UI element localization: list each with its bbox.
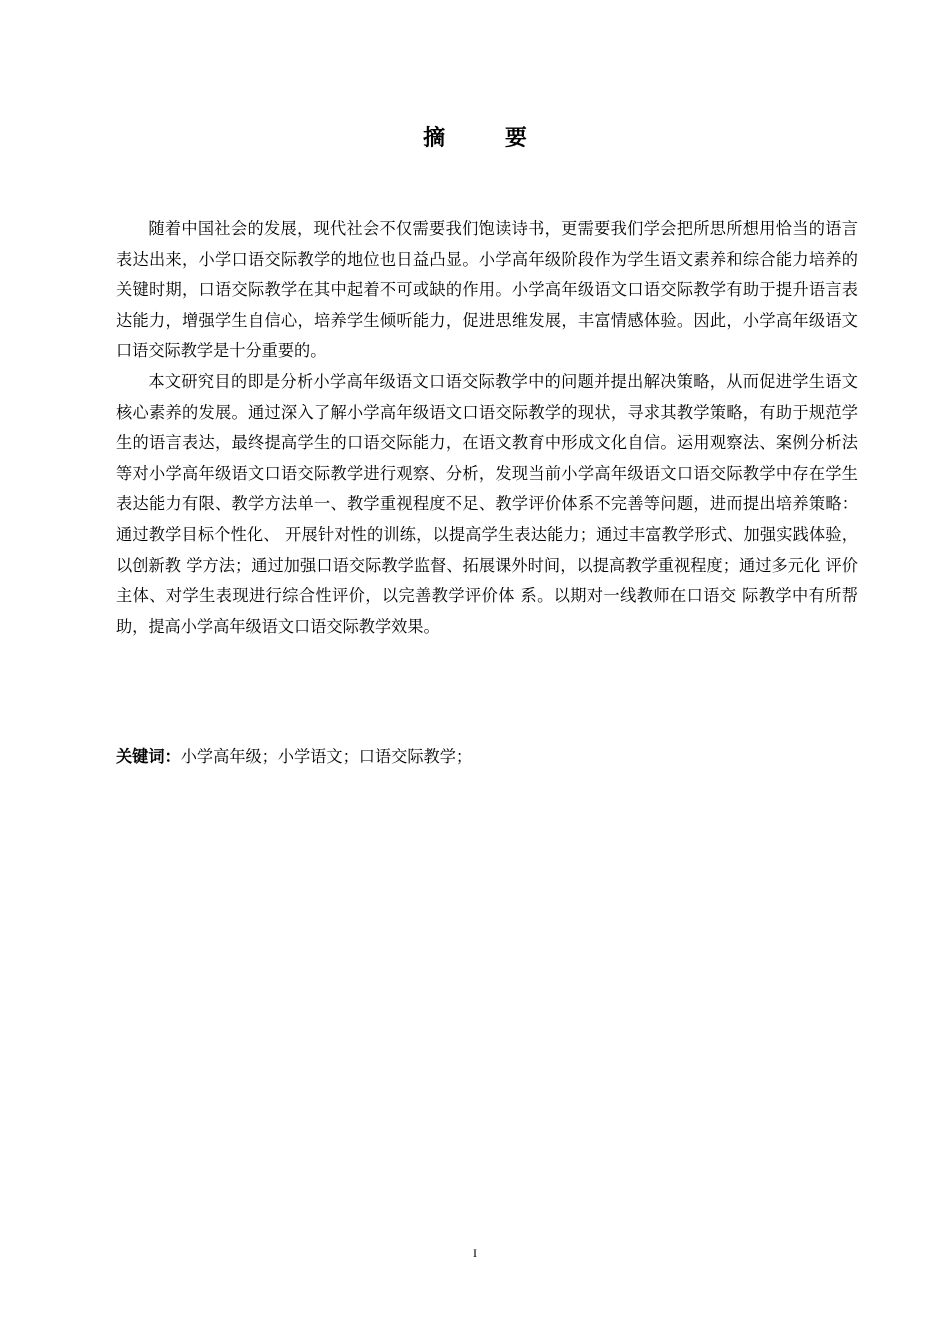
page-title: 摘 要 [423,125,553,151]
abstract-body [116,214,858,642]
keywords-label: 关键词： [116,747,181,766]
keywords-line [116,742,858,772]
abstract-paragraph-2: 本文研究目的即是分析小学高年级语文口语交际教学中的问题并提出解决策略，从而促进学生语文核心素养的发展。通过深入了解小学高年级语文口语交际教学的现状，寻求其教学策略，有助于规范学生的语言表达，最终提高学生的口语交际能力，在语文教育中形成文化自信。运用观察法、案例分析法等对小学高年级语文口语交际教学进行观察、分析，发现当前小学高年级语文口语交际教学中存在学生表达能力有限、教学方法单一、教学重视程度不足、教学评价体系不完善等问题，进而提出培养策略：通过教学目标个性化、 开展针对性的训练，以提高学生表达能力；通过丰富教学形式、加强实践体验，以创新教 学方法；通过加强口语交际教学监督、拓展课外时间，以提高教学重视程度；通过多元化 评价主体、对学生表现进行综合性评价，以完善教学评价体 系。以期对一线教师在口语交 际教学中有所帮助，提高小学高年级语文口语交际教学效果。 [116,371,858,636]
abstract-paragraph-1: 随着中国社会的发展，现代社会不仅需要我们饱读诗书，更需要我们学会把所思所想用恰当的语言表达出来，小学口语交际教学的地位也日益凸显。小学高年级阶段作为学生语文素养和综合能力培养的关键时期，口语交际教学在其中起着不可或缺的作用。小学高年级语文口语交际教学有助于提升语言表达能力，增强学生自信心，培养学生倾听能力，促进思维发展，丰富情感体验。因此，小学高年级语文口语交际教学是十分重要的。 [116,219,858,361]
keywords-text: 小学高年级；小学语文；口语交际教学； [180,747,473,766]
page-number: I [473,1246,477,1260]
